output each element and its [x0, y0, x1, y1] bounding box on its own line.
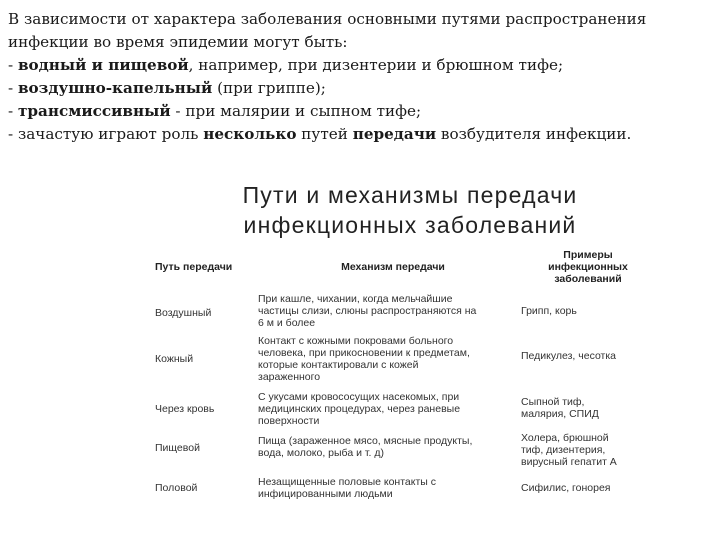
table-cell-mechanism: Контакт с кожными покровами больного человека, при прикосновении к предметам, которые контактировали с кожей зараженного: [258, 335, 470, 383]
table-cell-examples: Грипп, корь: [521, 305, 577, 317]
table-cell-route: Кожный: [155, 353, 194, 365]
list-text: - при малярии и сыпном тифе;: [170, 102, 422, 120]
list-text: , например, при дизентерии и брюшном тифе;: [188, 56, 564, 74]
intro-line: инфекции во время эпидемии могут быть:: [8, 33, 348, 51]
list-prefix: -: [8, 56, 18, 74]
list-text: возбудителя инфекции.: [436, 125, 632, 143]
list-item: [8, 123, 712, 146]
list-prefix: -: [8, 79, 18, 97]
list-text: путей: [296, 125, 353, 143]
route-name: трансмиссивный: [17, 102, 171, 120]
header-examples: Примеры инфекционных заболеваний: [548, 249, 628, 285]
route-name: водный и пищевой: [17, 56, 189, 74]
table-cell-mechanism: При кашле, чихании, когда мельчайшие частицы слизи, слюны распространяются на 6 м и более: [258, 293, 477, 329]
slide-title-line: Пути и механизмы передачи: [242, 182, 578, 208]
table-cell-route: Половой: [155, 482, 198, 494]
table-cell-route: Воздушный: [155, 307, 212, 319]
table-cell-mechanism: Незащищенные половые контакты с инфицированными людьми: [258, 476, 436, 500]
list-prefix: - зачастую играют роль: [8, 125, 204, 143]
intro-text: [8, 8, 712, 146]
table-cell-examples: Холера, брюшной тиф, дизентерия, вирусный гепатит А: [521, 432, 617, 468]
table-cell-mechanism: С укусами кровососущих насекомых, при медицинских процедурах, через раневые поверхности: [258, 391, 461, 427]
slide-title-line: инфекционных заболеваний: [243, 212, 577, 238]
table-cell-route: Через кровь: [155, 403, 215, 415]
emphasis: передачи: [352, 125, 437, 143]
list-item: [8, 54, 712, 77]
table-cell-examples: Сифилис, гонорея: [521, 482, 611, 494]
list-item: [8, 77, 712, 100]
table-cell-route: Пищевой: [155, 442, 200, 454]
emphasis: несколько: [203, 125, 297, 143]
list-prefix: -: [8, 102, 18, 120]
table-cell-examples: Педикулез, чесотка: [521, 350, 617, 362]
intro-line: В зависимости от характера заболевания основными путями распространения: [8, 10, 647, 28]
slide-title: [150, 180, 670, 240]
table-cell-examples: Сыпной тиф, малярия, СПИД: [521, 396, 599, 420]
table-cell-mechanism: Пища (зараженное мясо, мясные продукты, вода, молоко, рыба и т. д): [258, 435, 473, 459]
header-mechanism: Механизм передачи: [341, 261, 445, 273]
list-text: (при гриппе);: [212, 79, 326, 97]
list-item: [8, 100, 712, 123]
header-route: Путь передачи: [155, 261, 233, 273]
route-name: воздушно-капельный: [17, 79, 213, 97]
